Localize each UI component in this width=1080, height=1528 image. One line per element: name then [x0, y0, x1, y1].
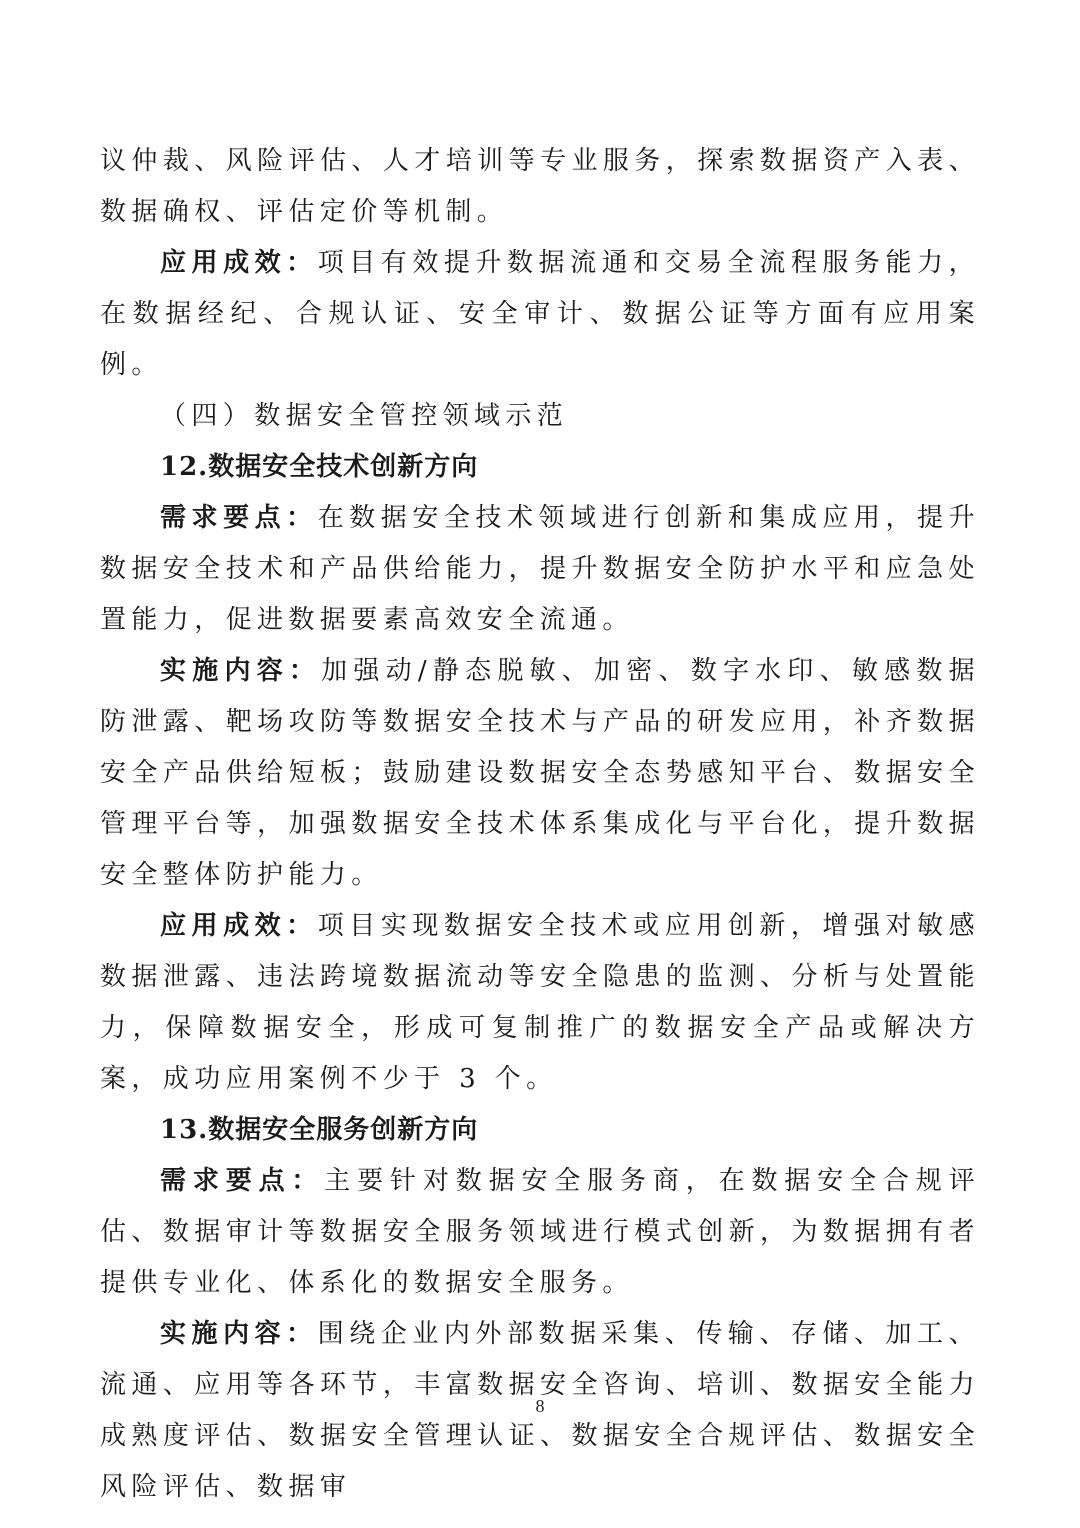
paragraph-implementation: [100, 646, 980, 901]
page-body: [100, 136, 980, 1513]
paragraph-label: 实施内容：: [160, 656, 322, 686]
paragraph-continuation: [100, 136, 980, 238]
paragraph-requirements: [100, 1156, 980, 1309]
page-number: 8: [535, 1396, 545, 1416]
paragraph-label: 实施内容：: [160, 1319, 318, 1349]
paragraph-text: 加强动/静态脱敏、加密、数字水印、敏感数据防泄露、靶场攻防等数据安全技术与产品的研发应用，补齐数据安全产品供给短板；鼓励建设数据安全态势感知平台、数据安全管理平台等，加强数据安全技术体系集成化与平台化，提升数据安全整体防护能力。: [100, 656, 980, 890]
paragraph-text: 项目实现数据安全技术或应用创新，增强对敏感数据泄露、违法跨境数据流动等安全隐患的监测、分析与处置能力，保障数据安全，形成可复制推广的数据安全产品或解决方案，成功应用案例不少于 3 个。: [100, 911, 980, 1094]
paragraph-label: 应用成效：: [160, 248, 318, 278]
paragraph-text: 议仲裁、风险评估、人才培训等专业服务，探索数据资产入表、数据确权、评估定价等机制。: [100, 146, 980, 227]
subheading-13: [100, 1105, 980, 1156]
section-heading-text: （四）数据安全管控领域示范: [160, 401, 569, 431]
section-heading: [100, 391, 980, 442]
paragraph-label: 需求要点：: [160, 503, 318, 533]
paragraph-text: 围绕企业内外部数据采集、传输、存储、加工、流通、应用等各环节，丰富数据安全咨询、培训、数据安全能力成熟度评估、数据安全管理认证、数据安全合规评估、数据安全风险评估、数据审: [100, 1319, 980, 1502]
paragraph-application-effect: [100, 238, 980, 391]
paragraph-requirements: [100, 493, 980, 646]
paragraph-label: 需求要点：: [160, 1166, 325, 1196]
paragraph-text: 主要针对数据安全服务商，在数据安全合规评估、数据审计等数据安全服务领域进行模式创新，为数据拥有者提供专业化、体系化的数据安全服务。: [100, 1166, 980, 1298]
paragraph-text: 在数据安全技术领域进行创新和集成应用，提升数据安全技术和产品供给能力，提升数据安全防护水平和应急处置能力，促进数据要素高效安全流通。: [100, 503, 980, 635]
paragraph-application-effect: [100, 901, 980, 1105]
paragraph-text: 项目有效提升数据流通和交易全流程服务能力，在数据经纪、合规认证、安全审计、数据公证等方面有应用案例。: [100, 248, 980, 380]
subheading-text: 12.数据安全技术创新方向: [160, 452, 479, 482]
subheading-text: 13.数据安全服务创新方向: [160, 1115, 479, 1145]
paragraph-label: 应用成效：: [160, 911, 318, 941]
subheading-12: [100, 442, 980, 493]
